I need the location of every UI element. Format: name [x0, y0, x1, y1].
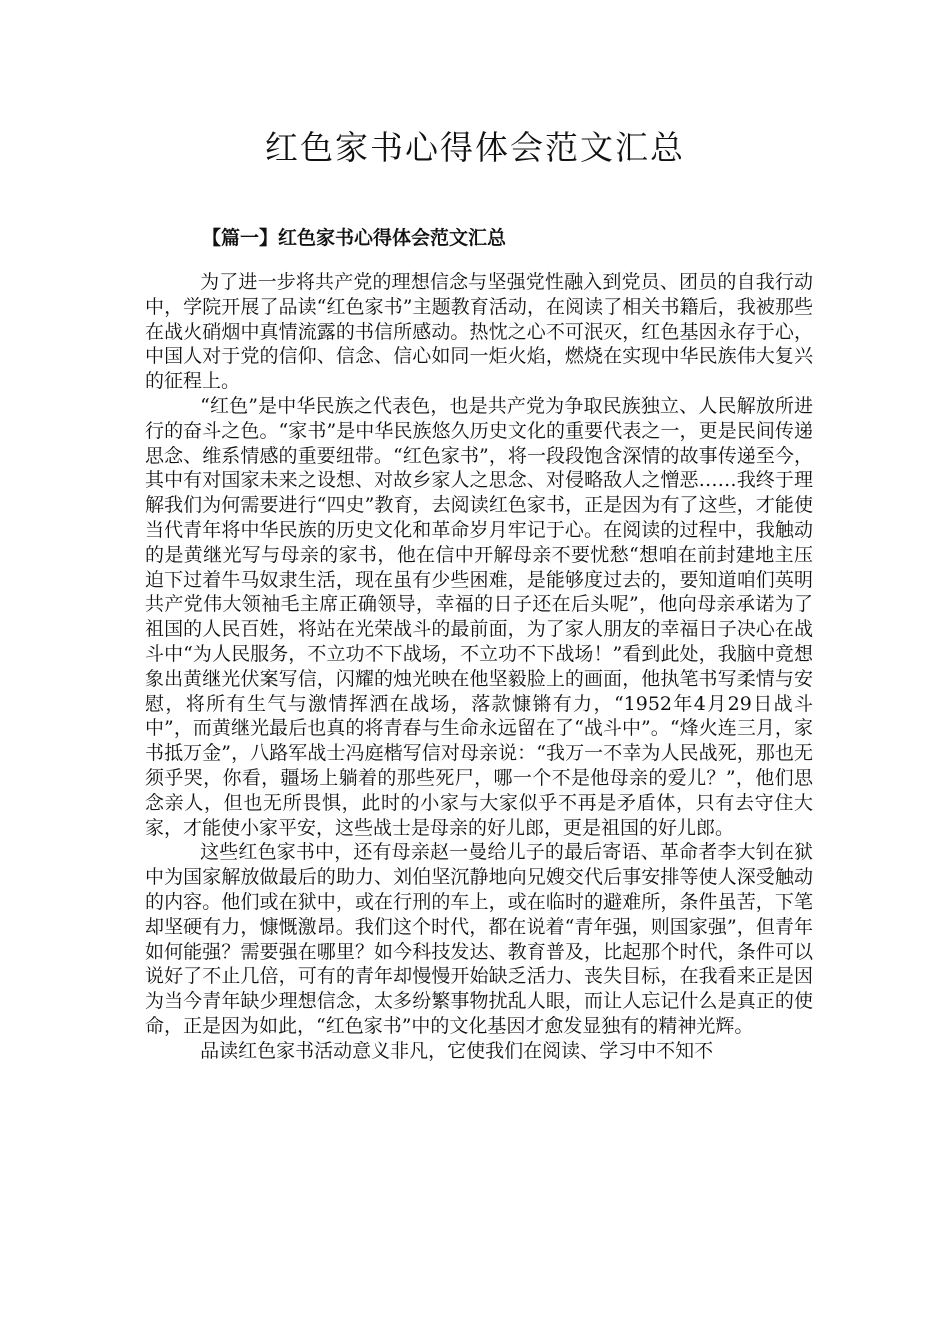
document-body: [145, 270, 813, 1064]
paragraph-1: 为了进一步将共产党的理想信念与坚强党性融入到党员、团员的自我行动中，学院开展了品读“红色家书”主题教育活动，在阅读了相关书籍后，我被那些在战火硝烟中真情流露的书信所感动。热忱之心不可泯灭，红色基因永存于心，中国人对于党的信仰、信念、信心如同一炬火焰，燃烧在实现中华民族伟大复兴的征程上。: [145, 271, 813, 393]
section-heading: 【篇一】红色家书心得体会范文汇总: [202, 227, 507, 249]
document-title: 红色家书心得体会范文汇总: [265, 128, 685, 167]
paragraph-2: “红色”是中华民族之代表色，也是共产党为争取民族独立、人民解放所进行的奋斗之色。“家书”是中华民族悠久历史文化的重要代表之一，更是民间传递思念、维系情感的重要纽带。“红色家书”，将一段段饱含深情的故事传递至今，其中有对国家未来之设想、对故乡家人之思念、对侵略敌人之憎恶……我终于理解我们为何需要进行“四史”教育，去阅读红色家书，正是因为有了这些，才能使当代青年将中华民族的历史文化和革命岁月牢记于心。在阅读的过程中，我触动的是黄继光写与母亲的家书，他在信中开解母亲不要忧愁“想咱在前封建地主压迫下过着牛马奴隶生活，现在虽有少些困难，是能够度过去的，要知道咱们英明共产党伟大领袖毛主席正确领导，幸福的日子还在后头呢”，他向母亲承诺为了祖国的人民百姓，将站在光荣战斗的最前面，为了家人朋友的幸福日子决心在战斗中“为人民服务，不立功不下战场，不立功不下战场！”看到此处，我脑中竟想象出黄继光伏案写信，闪耀的烛光映在他坚毅脸上的画面，他执笔书写柔情与安慰，将所有生气与激情挥洒在战场，落款慷锵有力，“1952年4月29日战斗中”，而黄继光最后也真的将青春与生命永远留在了“战斗中”。“烽火连三月，家书抵万金”，八路军战士冯庭楷写信对母亲说：“我万一不幸为人民战死，那也无须乎哭，你看，疆场上躺着的那些死尸，哪一个不是他母亲的爱儿？”，他们思念亲人，但也无所畏惧，此时的小家与大家似乎不再是矛盾体，只有去守住大家，才能使小家平安，这些战士是母亲的好儿郎，更是祖国的好儿郎。: [145, 394, 813, 839]
paragraph-4: 品读红色家书活动意义非凡，它使我们在阅读、学习中不知不: [200, 1039, 714, 1062]
paragraph-3: 这些红色家书中，还有母亲赵一曼给儿子的最后寄语、革命者李大钊在狱中为国家解放做最后的助力、刘伯坚沉静地向兄嫂交代后事安排等使人深受触动的内容。他们或在狱中，或在行刑的车上，或在临时的避难所，条件虽苦，下笔却坚硬有力，慷慨激昂。我们这个时代，都在说着“青年强，则国家强”，但青年如何能强？需要强在哪里？如今科技发达、教育普及，比起那个时代，条件可以说好了不止几倍，可有的青年却慢慢开始缺乏活力、丧失目标，在我看来正是因为当今青年缺少理想信念，太多纷繁事物扰乱人眼，而让人忘记什么是真正的使命，正是因为如此，“红色家书”中的文化基因才愈发显独有的精神光辉。: [145, 841, 813, 1037]
